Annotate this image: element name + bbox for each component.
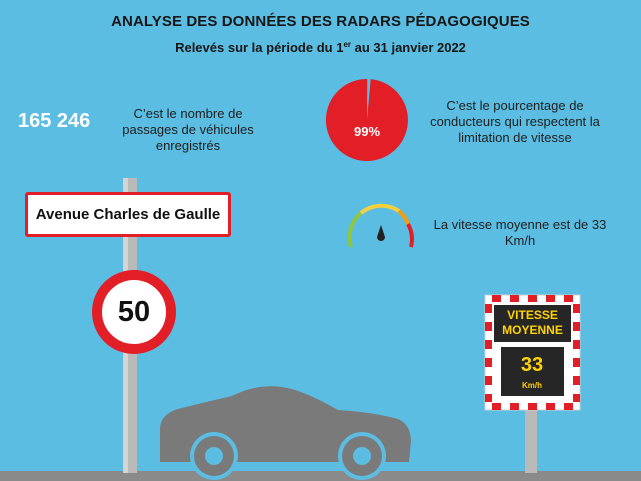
page-title: ANALYSE DES DONNÉES DES RADARS PÉDAGOGIQUES (111, 13, 530, 30)
vehicle-count: 165 246 (18, 110, 91, 132)
speed-limit-value: 50 (117, 295, 151, 328)
speed-limit-sign (92, 270, 176, 354)
radar-display-label: VITESSE MOYENNE (502, 308, 563, 337)
subtitle-superscript: er (343, 40, 351, 49)
respect-percent-description: C’est le pourcentage de conducteurs qui respectent la limitation de vitesse (430, 98, 600, 145)
street-name-label: Avenue Charles de Gaulle (35, 206, 221, 223)
vehicle-count-description: C’est le nombre de passages de véhicules enregistrés (122, 106, 254, 153)
pie-percent-label: 99% (353, 124, 381, 139)
subtitle-prefix: Relevés sur la période du 1 (175, 40, 344, 55)
subtitle-suffix: au 31 janvier 2022 (351, 40, 466, 55)
road (0, 471, 641, 481)
street-name-sign (25, 192, 231, 237)
radar-display-unit: Km/h (522, 381, 542, 390)
car-icon (160, 386, 411, 480)
speedometer-icon (350, 206, 412, 247)
pie-chart-icon (325, 66, 409, 162)
radar-display-speed: 33 (520, 354, 544, 376)
average-speed-description: La vitesse moyenne est de 33 Km/h (433, 217, 607, 248)
radar-pole (525, 410, 537, 473)
pie-slice-respect (326, 79, 408, 161)
